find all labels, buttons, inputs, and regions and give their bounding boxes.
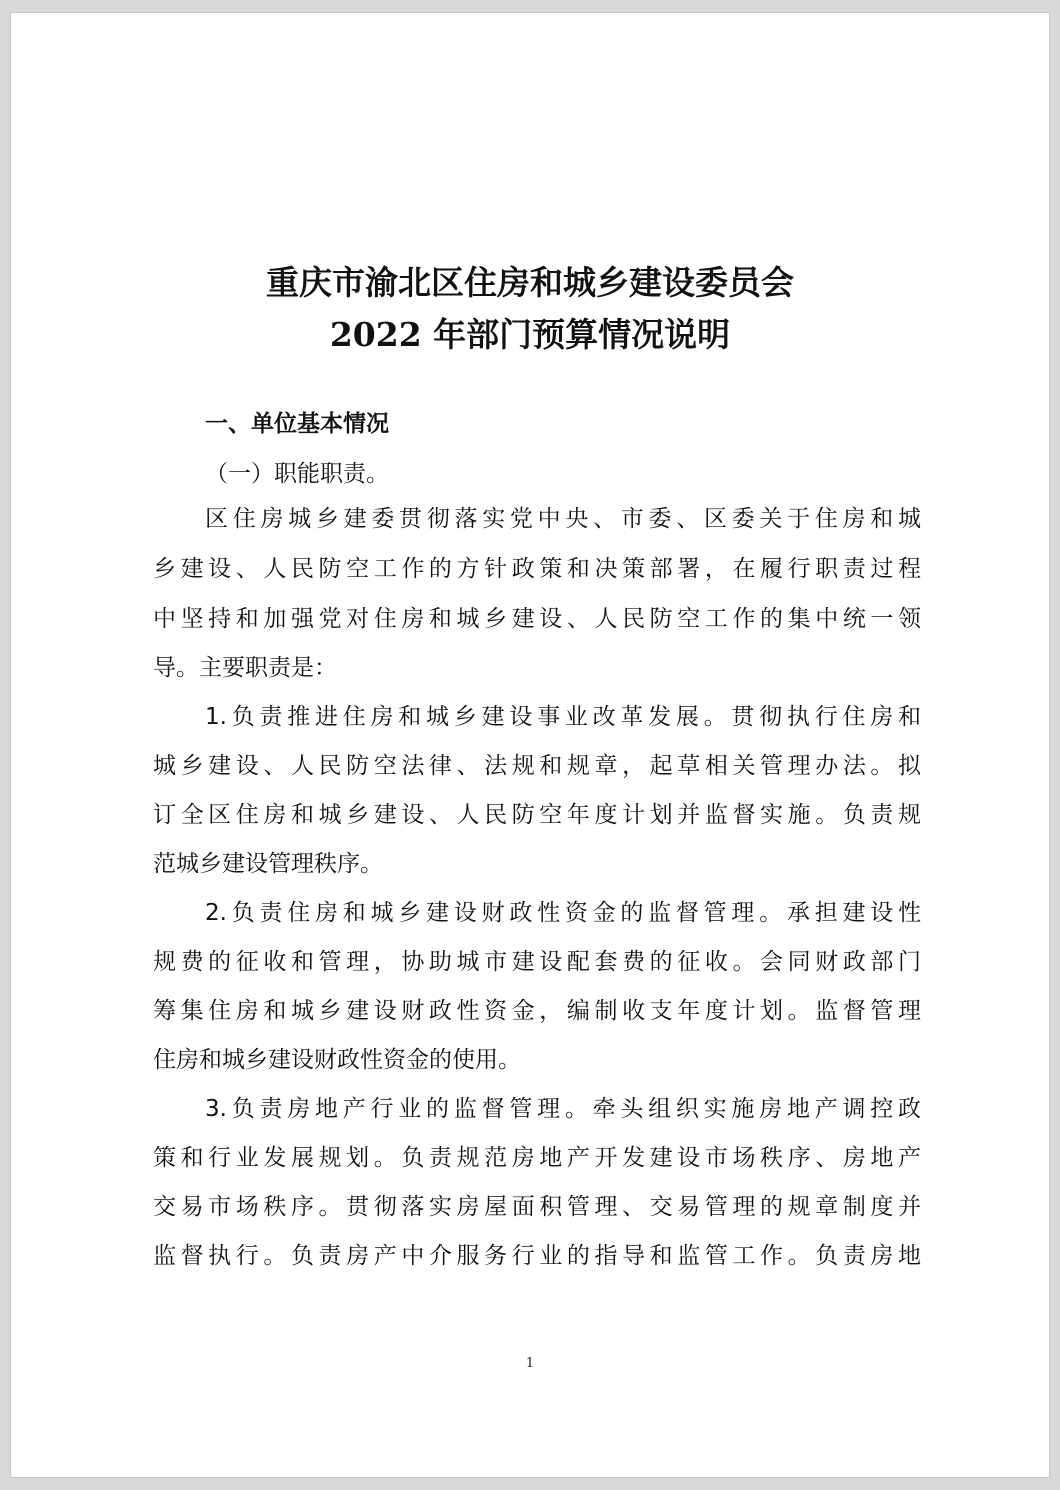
subsection-heading: （一）职能职责。 (205, 461, 389, 487)
document-page (10, 12, 1050, 1478)
body-line: 乡建设、人民防空工作的方针政策和决策部署，在履行职责过程 (153, 556, 921, 582)
body-line: 住房和城乡建设财政性资金的使用。 (153, 1047, 521, 1073)
body-line: 规费的征收和管理，协助城市建设配套费的征收。会同财政部门 (153, 949, 921, 975)
body-line: 订全区住房和城乡建设、人民防空年度计划并监督实施。负责规 (153, 802, 921, 828)
body-line: 策和行业发展规划。负责规范房地产开发建设市场秩序、房地产 (153, 1145, 921, 1171)
document-title-line-1: 重庆市渝北区住房和城乡建设委员会 (266, 263, 794, 302)
body-line: 2.负责住房和城乡建设财政性资金的监督管理。承担建设性 (205, 900, 921, 926)
page-number: 1 (525, 1356, 535, 1371)
body-line: 中坚持和加强党对住房和城乡建设、人民防空工作的集中统一领 (153, 606, 921, 632)
body-line: 范城乡建设管理秩序。 (153, 851, 383, 877)
body-line: 交易市场秩序。贯彻落实房屋面积管理、交易管理的规章制度并 (153, 1194, 921, 1220)
body-line: 导。主要职责是： (153, 655, 337, 681)
body-line: 城乡建设、人民防空法律、法规和规章，起草相关管理办法。拟 (153, 753, 921, 779)
body-line: 筹集住房和城乡建设财政性资金，编制收支年度计划。监督管理 (153, 998, 921, 1024)
body-line: 监督执行。负责房产中介服务行业的指导和监管工作。负责房地 (153, 1243, 921, 1269)
body-line: 1.负责推进住房和城乡建设事业改革发展。贯彻执行住房和 (205, 704, 921, 730)
body-line: 3.负责房地产行业的监督管理。牵头组织实施房地产调控政 (205, 1096, 921, 1122)
body-line: 区住房城乡建委贯彻落实党中央、市委、区委关于住房和城 (205, 506, 921, 532)
document-title-line-2: 2022 年部门预算情况说明 (329, 315, 731, 354)
section-heading: 一、单位基本情况 (205, 411, 389, 437)
